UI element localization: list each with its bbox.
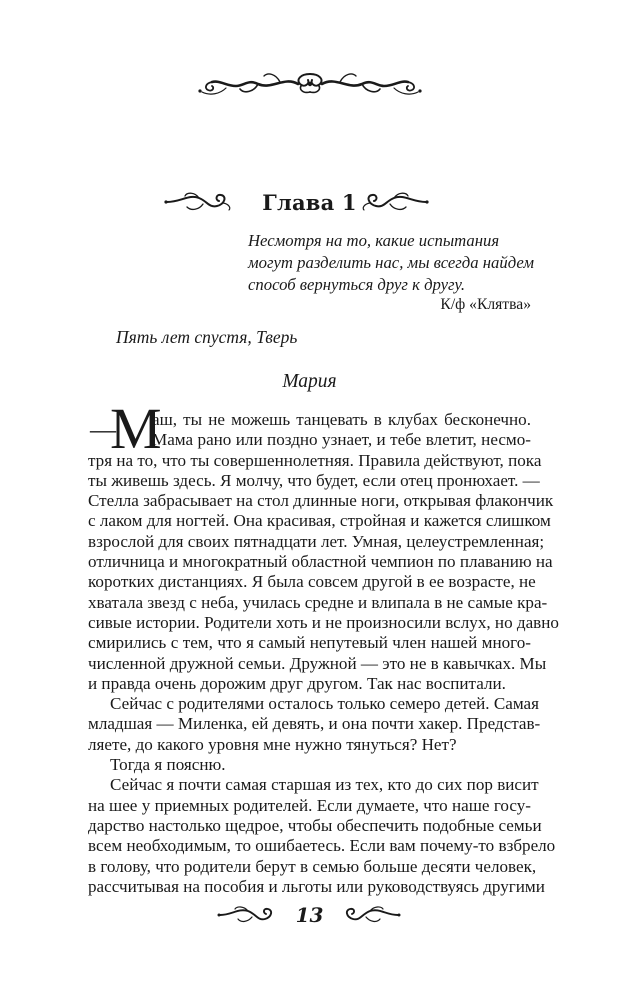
epigraph-line: могут разделить нас, мы всегда найдем xyxy=(248,253,535,272)
body-line: взрослой для своих пятнадцати лет. Умная, целеустремленная; xyxy=(88,531,545,551)
body-line: ты живешь здесь. Я молчу, что будет, если отец пронюхает. — xyxy=(88,470,540,490)
epigraph xyxy=(248,230,535,296)
body-line: сивые истории. Родители хоть и не произносили вслух, но давно xyxy=(88,612,559,632)
body-line: тря на то, что ты совершеннолетняя. Правила действуют, пока xyxy=(88,450,542,470)
time-place-subtitle: Пять лет спустя, Тверь xyxy=(116,327,298,347)
body-line: Сейчас с родителями осталось только семеро детей. Самая xyxy=(110,694,539,714)
body-line: дарство настолько щедрое, чтобы обеспечить подобные семьи xyxy=(88,815,542,835)
body-line: отличница и многократный областной чемпион по плаванию на xyxy=(88,552,553,572)
body-line: численной дружной семьи. Дружной — это не в кавычках. Мы xyxy=(88,653,547,673)
body-line: младшая — Миленка, ей девять, и она почти хакер. Представ- xyxy=(88,714,541,734)
body-line: хватала звезд с неба, училась средне и влипала в не самые кра- xyxy=(88,592,548,612)
body-line: Сейчас я почти самая старшая из тех, кто до сих пор висит xyxy=(110,775,539,795)
body-line: аш, ты не можешь танцевать в клубах бесконечно. xyxy=(152,410,531,429)
body-line: с лаком для ногтей. Она красивая, стройная и кажется слишком xyxy=(88,511,551,531)
pov-character-name: Мария xyxy=(282,371,337,392)
dropcap-dash: — xyxy=(90,415,116,444)
body-line: рассчитывая на пособия и льготы или руководствуясь другими xyxy=(88,876,545,896)
body-line: и правда очень дорожим друг другом. Так нас воспитали. xyxy=(88,673,506,693)
top-ornament-icon xyxy=(196,64,424,102)
chapter-title: Глава 1 xyxy=(262,190,357,215)
body-line: Тогда я поясню. xyxy=(110,755,226,775)
epigraph-line: Несмотря на то, какие испытания xyxy=(248,231,500,250)
body-text xyxy=(88,410,559,897)
body-line: смирились с тем, что я самый непутевый член нашей много- xyxy=(88,633,531,653)
page-number: 13 xyxy=(295,903,324,927)
body-line: в голову, что родители берут в семью больше десяти человек, xyxy=(88,856,537,876)
body-line: Стелла забрасывает на стол длинные ноги, открывая флакончик xyxy=(88,491,554,511)
body-line: Мама рано или поздно узнает, и тебе влетит, несмо- xyxy=(152,430,531,450)
epigraph-line: способ вернуться друг к другу. xyxy=(248,275,466,294)
epigraph-source: К/ф «Клятва» xyxy=(440,296,531,313)
footer-flourish-right-icon xyxy=(340,904,402,926)
body-line: на шее у приемных родителей. Если думаете, что наше госу- xyxy=(88,795,531,815)
dropcap-letter: М xyxy=(110,396,162,461)
body-line: всем необходимым, то ошибаетесь. Если вам почему-то взбрело xyxy=(88,836,556,856)
body-line: коротких дистанциях. Я была совсем другой в ее возрасте, не xyxy=(88,572,536,592)
body-line: ляете, до какого уровня мне нужно тянуться? Нет? xyxy=(88,734,457,754)
